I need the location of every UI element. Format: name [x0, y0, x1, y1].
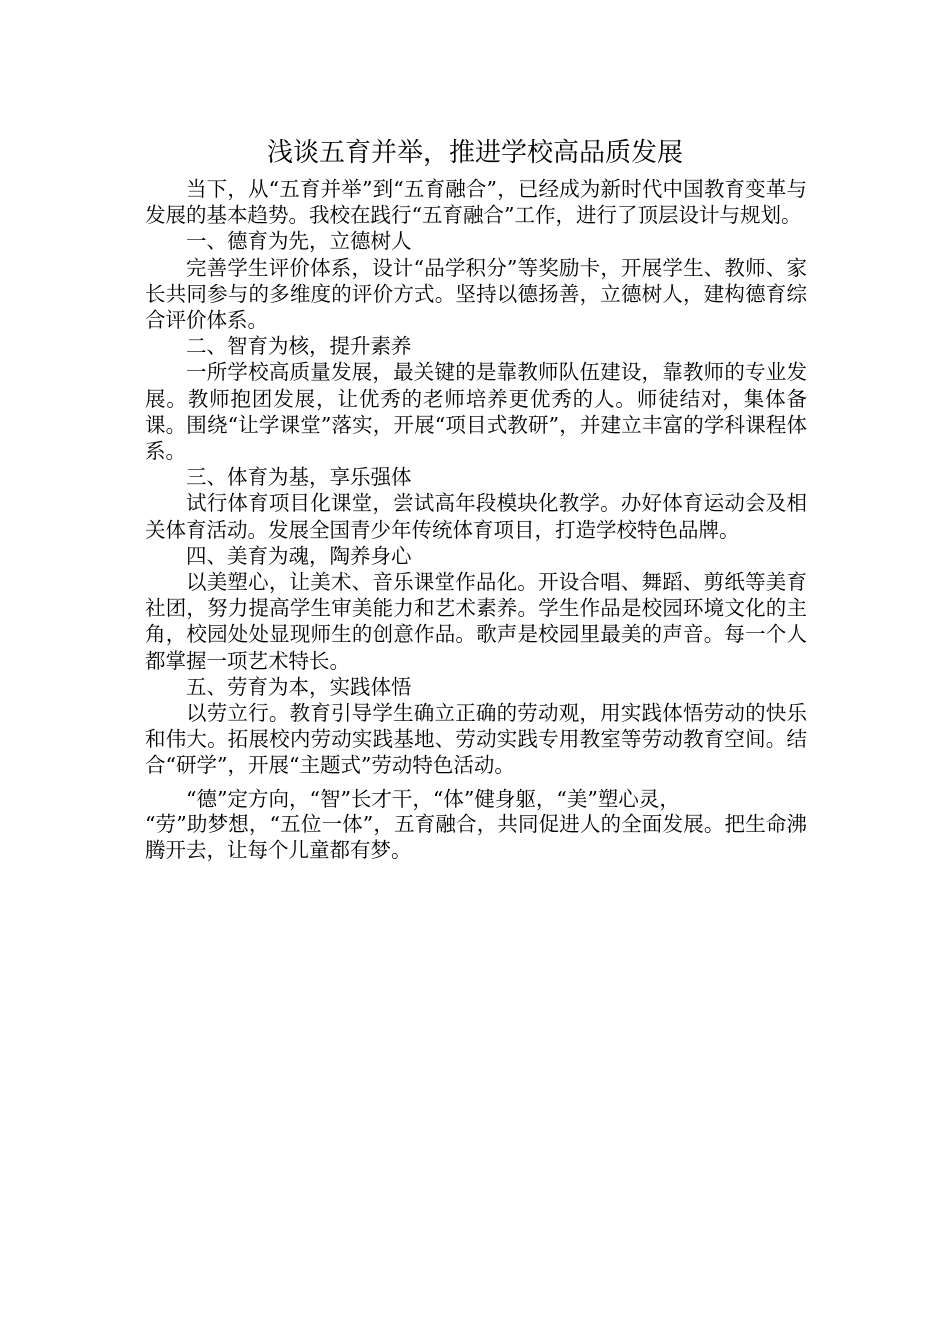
section-heading-1: 一、德育为先，立德树人: [186, 229, 412, 254]
section-body-1: 完善学生评价体系，设计“品学积分”等奖励卡，开展学生、教师、家长共同参与的多维度的评价方式。坚持以德扬善，立德树人，建构德育综合评价体系。: [145, 255, 807, 333]
section-body-2: 一所学校高质量发展，最关键的是靠教师队伍建设，靠教师的专业发展。教师抱团发展，让优秀的老师培养更优秀的人。师徒结对，集体备课。围绕“让学课堂”落实，开展“项目式教研”，并建立丰富的学科课程体系。: [145, 360, 807, 464]
document-title: 浅谈五育并举，推进学校高品质发展: [266, 138, 683, 168]
section-heading-3: 三、体育为基，享乐强体: [186, 465, 412, 490]
document-body: [145, 176, 807, 863]
intro-paragraph: 当下，从“五育并举”到“五育融合”，已经成为新时代中国教育变革与发展的基本趋势。我校在践行“五育融合”工作，进行了顶层设计与规划。: [145, 177, 807, 228]
closing-line-1: “德”定方向，“智”长才干，“体”健身躯，“美”塑心灵，: [186, 786, 680, 811]
section-heading-2: 二、智育为核，提升素养: [186, 334, 412, 359]
section-body-3: 试行体育项目化课堂，尝试高年段模块化教学。办好体育运动会及相关体育活动。发展全国青少年传统体育项目，打造学校特色品牌。: [145, 491, 807, 542]
section-body-4: 以美塑心，让美术、音乐课堂作品化。开设合唱、舞蹈、剪纸等美育社团，努力提高学生审美能力和艺术素养。学生作品是校园环境文化的主角，校园处处显现师生的创意作品。歌声是校园里最美的声音。每一个人都掌握一项艺术特长。: [145, 570, 807, 673]
section-heading-4: 四、美育为魂，陶养身心: [186, 543, 412, 568]
closing-line-2: “劳”助梦想，“五位一体”，五育融合，共同促进人的全面发展。把生命沸腾开去，让每个儿童都有梦。: [145, 811, 807, 862]
section-heading-5: 五、劳育为本，实践体悟: [186, 674, 412, 699]
section-body-5: 以劳立行。教育引导学生确立正确的劳动观，用实践体悟劳动的快乐和伟大。拓展校内劳动实践基地、劳动实践专用教室等劳动教育空间。结合“研学”，开展“主题式”劳动特色活动。: [145, 701, 807, 778]
